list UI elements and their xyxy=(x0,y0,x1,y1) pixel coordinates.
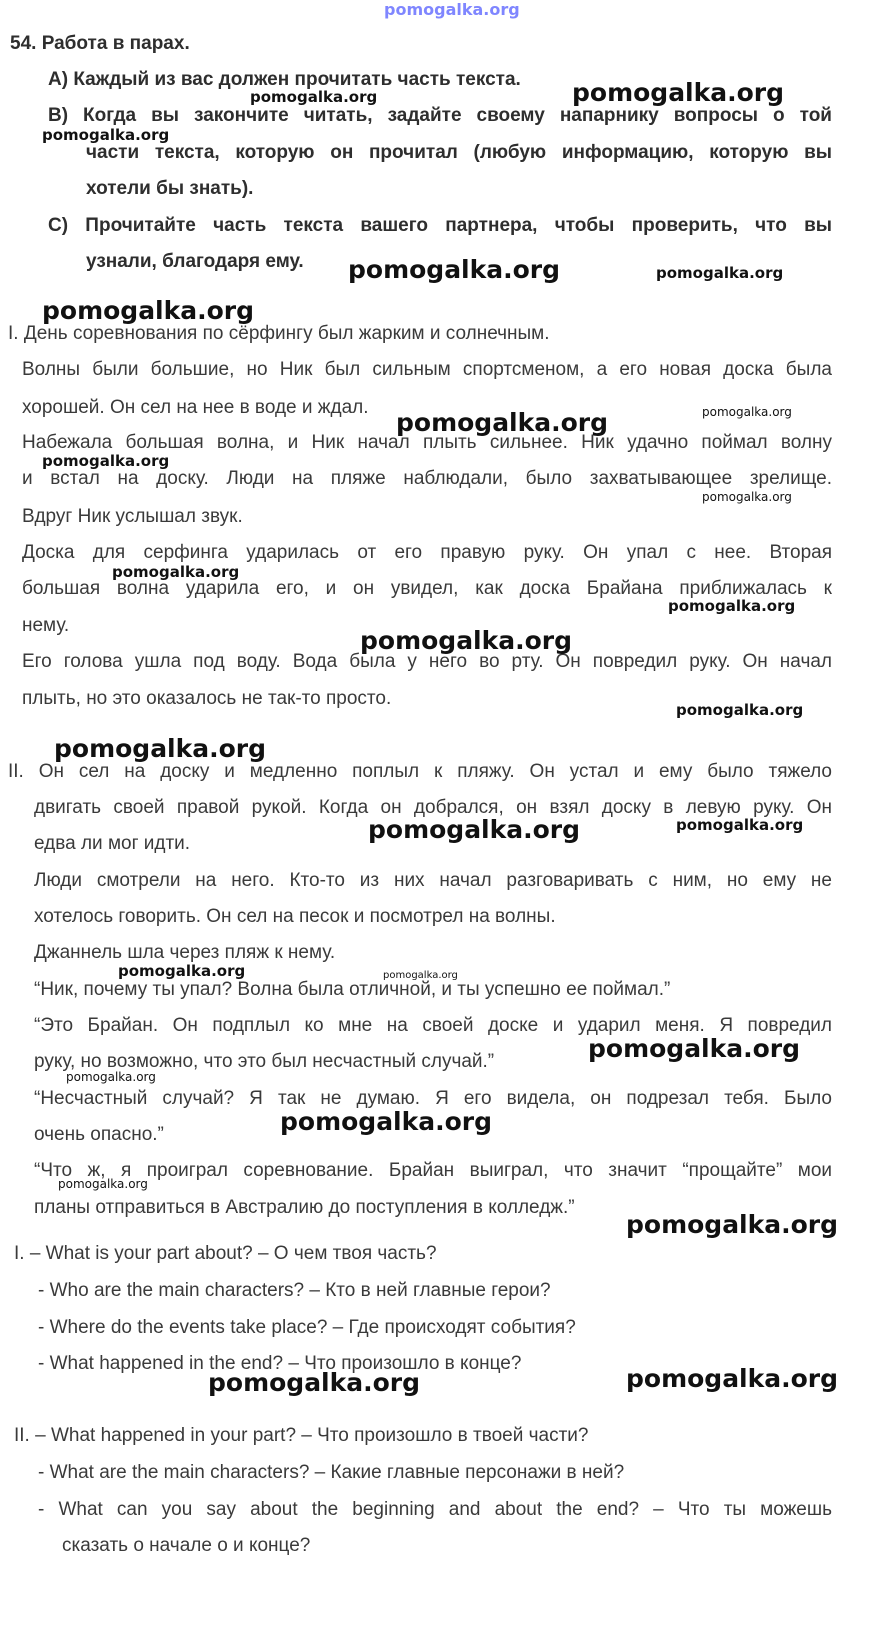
watermark: pomogalka.org xyxy=(280,1107,493,1136)
part1-line: большая волна ударила его, и он увидел, как доска Брайана приближалась к xyxy=(22,578,832,599)
watermark: pomogalka.org xyxy=(396,408,609,437)
part2-line: хотелось говорить. Он сел на песок и посмотрел на волны. xyxy=(34,906,556,927)
exercise-heading: 54. Работа в парах. xyxy=(10,33,190,54)
part2-line: II. Он сел на доску и медленно поплыл к пляжу. Он устал и ему было тяжело xyxy=(8,761,832,782)
watermark: pomogalka.org xyxy=(250,88,378,106)
part1-line: и встал на доску. Люди на пляже наблюдали, было захватывающее зрелище. xyxy=(22,468,832,489)
watermark: pomogalka.org xyxy=(360,626,573,655)
watermark: pomogalka.org xyxy=(208,1368,421,1397)
task-a: А) Каждый из вас должен прочитать часть текста. xyxy=(48,69,521,90)
part2-line: Джаннель шла через пляж к нему. xyxy=(34,942,336,963)
part1-line: Доска для серфинга ударилась от его правую руку. Он упал с нее. Вторая xyxy=(22,542,832,563)
watermark: pomogalka.org xyxy=(348,255,561,284)
watermark: pomogalka.org xyxy=(42,126,170,144)
question-line: I. – What is your part about? – О чем твоя часть? xyxy=(14,1243,437,1264)
part2-line: очень опасно.” xyxy=(34,1124,164,1145)
part2-line: “Это Брайан. Он подплыл ко мне на своей доске и ударил меня. Я повредил xyxy=(34,1015,832,1036)
task-b-line-3: хотели бы знать). xyxy=(86,178,254,199)
watermark: pomogalka.org xyxy=(626,1210,839,1239)
part1-line: Волны были большие, но Ник был сильным спортсменом, а его новая доска была xyxy=(22,359,832,380)
part2-line: руку, но возможно, что это был несчастный случай.” xyxy=(34,1051,495,1072)
question-line: сказать о начале о и конце? xyxy=(62,1535,311,1556)
part1-line: Вдруг Ник услышал звук. xyxy=(22,506,243,527)
watermark: pomogalka.org xyxy=(368,815,581,844)
part2-line: “Ник, почему ты упал? Волна была отличной, и ты успешно ее поймал.” xyxy=(34,979,671,1000)
part1-line: Его голова ушла под воду. Вода была у него во рту. Он повредил руку. Он начал xyxy=(22,651,832,672)
part1-line: I. День соревнования по сёрфингу был жарким и солнечным. xyxy=(8,323,550,344)
watermark: pomogalka.org xyxy=(42,296,255,325)
part1-line: Набежала большая волна, и Ник начал плыть сильнее. Ник удачно поймал волну xyxy=(22,432,832,453)
question-line: - Who are the main characters? – Кто в ней главные герои? xyxy=(38,1280,551,1301)
watermark: pomogalka.org xyxy=(58,1177,148,1191)
watermark: pomogalka.org xyxy=(668,597,796,615)
watermark: pomogalka.org xyxy=(626,1364,839,1393)
watermark: pomogalka.org xyxy=(42,452,170,470)
part2-line: планы отправиться в Австралию до поступления в колледж.” xyxy=(34,1197,575,1218)
task-c-line-2: узнали, благодаря ему. xyxy=(86,251,304,272)
part2-line: едва ли мог идти. xyxy=(34,833,191,854)
question-line: - Where do the events take place? – Где происходят события? xyxy=(38,1317,576,1338)
part1-line: хорошей. Он сел на нее в воде и ждал. xyxy=(22,397,369,418)
watermark: pomogalka.org xyxy=(118,962,246,980)
watermark: pomogalka.org xyxy=(702,405,792,419)
watermark: pomogalka.org xyxy=(676,701,804,719)
part2-line: “Несчастный случай? Я так не думаю. Я его видела, он подрезал тебя. Было xyxy=(34,1088,832,1109)
part1-line: плыть, но это оказалось не так-то просто. xyxy=(22,688,392,709)
question-line: II. – What happened in your part? – Что произошло в твоей части? xyxy=(14,1425,589,1446)
watermark: pomogalka.org xyxy=(702,490,792,504)
watermark: pomogalka.org xyxy=(588,1034,801,1063)
part1-line: нему. xyxy=(22,615,70,636)
site-link[interactable]: pomogalka.org xyxy=(384,0,520,19)
watermark: pomogalka.org xyxy=(676,816,804,834)
question-line: - What are the main characters? – Какие главные персонажи в ней? xyxy=(38,1462,625,1483)
part2-line: “Что ж, я проиграл соревнование. Брайан выиграл, что значит “прощайте” мои xyxy=(34,1160,832,1181)
task-b-line-1: В) Когда вы закончите читать, задайте своему напарнику вопросы о той xyxy=(48,105,832,126)
part2-line: Люди смотрели на него. Кто-то из них начал разговаривать с ним, но ему не xyxy=(34,870,832,891)
watermark: pomogalka.org xyxy=(383,970,458,981)
watermark: pomogalka.org xyxy=(572,78,785,107)
watermark: pomogalka.org xyxy=(656,264,784,282)
watermark: pomogalka.org xyxy=(112,563,240,581)
task-c-line-1: С) Прочитайте часть текста вашего партнера, чтобы проверить, что вы xyxy=(48,215,832,236)
part2-line: двигать своей правой рукой. Когда он добрался, он взял доску в левую руку. Он xyxy=(34,797,832,818)
watermark: pomogalka.org xyxy=(66,1070,156,1084)
task-b-line-2: части текста, которую он прочитал (любую информацию, которую вы xyxy=(86,142,832,163)
question-line: - What can you say about the beginning and about the end? – Что ты можешь xyxy=(38,1499,832,1520)
watermark: pomogalka.org xyxy=(54,734,267,763)
question-line: - What happened in the end? – Что произошло в конце? xyxy=(38,1353,522,1374)
